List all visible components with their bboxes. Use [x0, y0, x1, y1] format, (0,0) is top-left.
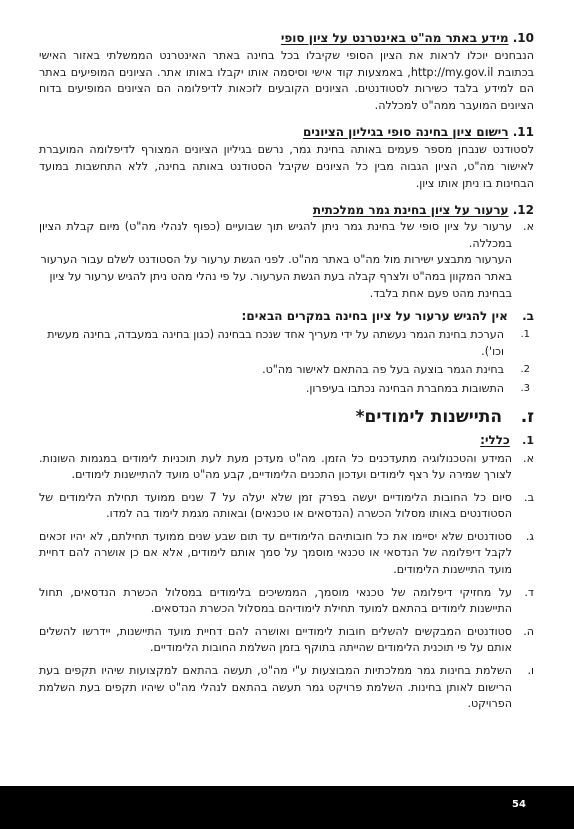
appeal-item-a — [39, 219, 534, 252]
list-item-text: סיום כל החובות הלימודיים יעשה בפרק זמן שלא יעלה על 7 שנים ממועד תחילת הלימודים של הסטודנטים באותו מסלול הכשרה (הנדסאים או טכנאים) ובאותה מגמת לימוד בה למדו. — [39, 490, 513, 521]
page-number: 54 — [512, 799, 526, 810]
list-item-label: א. — [523, 451, 534, 465]
section-12 — [39, 202, 534, 397]
section-10-body: הנבחנים יוכלו לראות את הציון הסופי שקיבלו בכל בחינה באתר האינטרנט הממשלתי באזור האישי בכתובת http://my.gov.il, באמצעות קוד אישי וסיסמה אותו יקבלו באותו אתר. הציונים המופיעים באתר הם למידע בלבד כשירות לסטודנטים. הציונים הקובעים לזכאות לדיפלומה הם הציונים המופיעים בדוח הציונים המועבר ממה"ט למכללה. — [39, 49, 534, 112]
section-12-number: 12. — [512, 203, 534, 218]
list-item — [39, 490, 534, 523]
section-12-heading: ערעור על ציון בחינת גמר ממלכתית — [312, 203, 509, 218]
section-10 — [39, 30, 534, 114]
list-item-label: ג. — [525, 529, 534, 543]
chapter-study-expiration — [39, 406, 534, 428]
section-11 — [39, 124, 534, 192]
list-item — [39, 381, 534, 398]
section-10-title — [39, 30, 534, 47]
list-item-label: ו. — [527, 664, 534, 678]
general-title — [39, 432, 534, 449]
general-section — [39, 432, 534, 713]
list-item-label: 3. — [520, 382, 530, 394]
list-item-text: המידע והטכנולוגיה מתעדכנים כל הזמן. מה"ט מעדכן מעת לעת תוכניות לימודים במגמות השונות. לצורך שמירה על רצף לימודים ועדכון התכנים הלימודיים, קבע מה"ט מועד להתיישנות לימודים. — [39, 451, 512, 482]
section-12-title — [39, 202, 534, 219]
appeal-exclusions-heading: אין להגיש ערעור על ציון בחינה במקרים הבאים: — [241, 309, 508, 324]
appeal-item-a-text-2: הערעור מתבצע ישירות מול מה"ט באתר מה"ט. לפני הגשת ערעור על הסטודנט לשלם עבור הערעור באתר המקוון במה"ט ולצרף קבלה בעת הגשת הערעור. על פי נהלי מהט ניתן להגיש ערעור על ציון בבחינת מהט פעם אחת בלבד. — [40, 253, 512, 300]
list-item — [39, 529, 534, 579]
appeal-item-a-label: א. — [523, 220, 534, 234]
section-11-number: 11. — [512, 125, 534, 140]
list-item-text: סטודנטים המבקשים להשלים חובות לימודיים ואושרה להם דחיית מועד התיישנות, יידרשו להשלים אותם על פי תוכנית הלימודים שהייתה בתוקף בזמן השלמת החובות הלימודיים. — [39, 624, 512, 655]
appeal-exclusions-title — [39, 308, 534, 325]
section-10-number: 10. — [512, 31, 534, 45]
general-items — [39, 451, 534, 713]
chapter-number: ז. — [520, 406, 534, 427]
section-11-title — [39, 124, 534, 141]
list-item-text: השלמת בחינות גמר ממלכתיות המבוצעות ע"י מה"ט, תעשה בהתאם למקצועות שיהיו תקפים בעת הרישום לאותן בחינות. השלמת פרויקט גמר תעשה בהתאם לנהלי מה"ט שיהיו תקפים בעת השלמת הפרויקט. — [39, 664, 512, 711]
list-item-text: התשובות במחברת הבחינה נכתבו בעיפרון. — [305, 381, 504, 395]
chapter-title — [39, 406, 534, 428]
list-item — [39, 663, 534, 713]
list-item — [39, 327, 534, 360]
section-11-heading: רישום ציון בחינה סופי בגיליון הציונים — [302, 125, 509, 140]
chapter-heading: התיישנות לימודים* — [355, 406, 503, 427]
appeal-exclusions-label: ב. — [522, 309, 534, 324]
list-item-label: 1. — [520, 329, 530, 341]
list-item-text: בחינת הגמר בוצעה בעל פה בהתאם לאישור מה"ט. — [262, 363, 504, 377]
appeal-item-a-text: ערעור על ציון סופי של בחינת גמר ניתן להגיש תוך שבועיים (כפוף לנהלי מה"ט) מיום קבלת הציון במכללה. — [39, 220, 512, 250]
list-item-label: ה. — [523, 624, 534, 638]
document-page — [39, 30, 534, 719]
list-item-label: 2. — [520, 364, 530, 376]
list-item-label: ד. — [524, 585, 534, 599]
list-item — [39, 585, 534, 618]
page-footer — [0, 786, 574, 829]
list-item-text: הערכת בחינת הגמר נעשתה על ידי מעריך אחד שנכח בבחינה (כגון בחינה במעבדה, בחינה מעשית וכו'). — [47, 328, 504, 358]
list-item-text: סטודנטים שלא יסיימו את כל חובותיהם הלימודיים עד תום שבע שנים ממועד תחילתם, לא יהיו זכאים לקבל דיפלומה של הנדסאי או טכנאי מוסמך על סמך אותם לימודים, אלא אם כן אושרה להם דחיית מועד התיישנות הלימודים. — [39, 529, 512, 577]
section-11-body: לסטודנט שנבחן מספר פעמים באותה בחינת גמר, נרשם בגיליון הציונים המצורף לדיפלומה המועברת לאישור מה"ט, הציון הגבוה מבין כל הציונים שקיבל הסטודנט באותה בחינה, ללא התחשבות במועד הבחינות בו ניתן אותו ציון. — [39, 143, 534, 190]
list-item — [39, 362, 534, 379]
list-item — [39, 451, 534, 484]
list-item-label: ב. — [524, 490, 534, 504]
appeal-item-a-continuation — [39, 252, 534, 302]
appeal-exclusions-list — [39, 327, 534, 397]
section-10-heading: מידע באתר מה"ט באינטרנט על ציון סופי — [280, 31, 509, 45]
list-item-text: על מחזיקי דיפלומה של טכנאי מוסמך, הממשיכים בלימודים במסלול הכשרת הנדסאים, תחול התיישנות לימודים בהתאם למועד תחילת לימודיהם במסלול הכשרת הנדסאים. — [39, 585, 512, 616]
general-number: 1. — [522, 433, 534, 447]
general-heading: כללי: — [480, 432, 510, 447]
appeal-exclusions — [39, 308, 534, 397]
list-item — [39, 624, 534, 657]
